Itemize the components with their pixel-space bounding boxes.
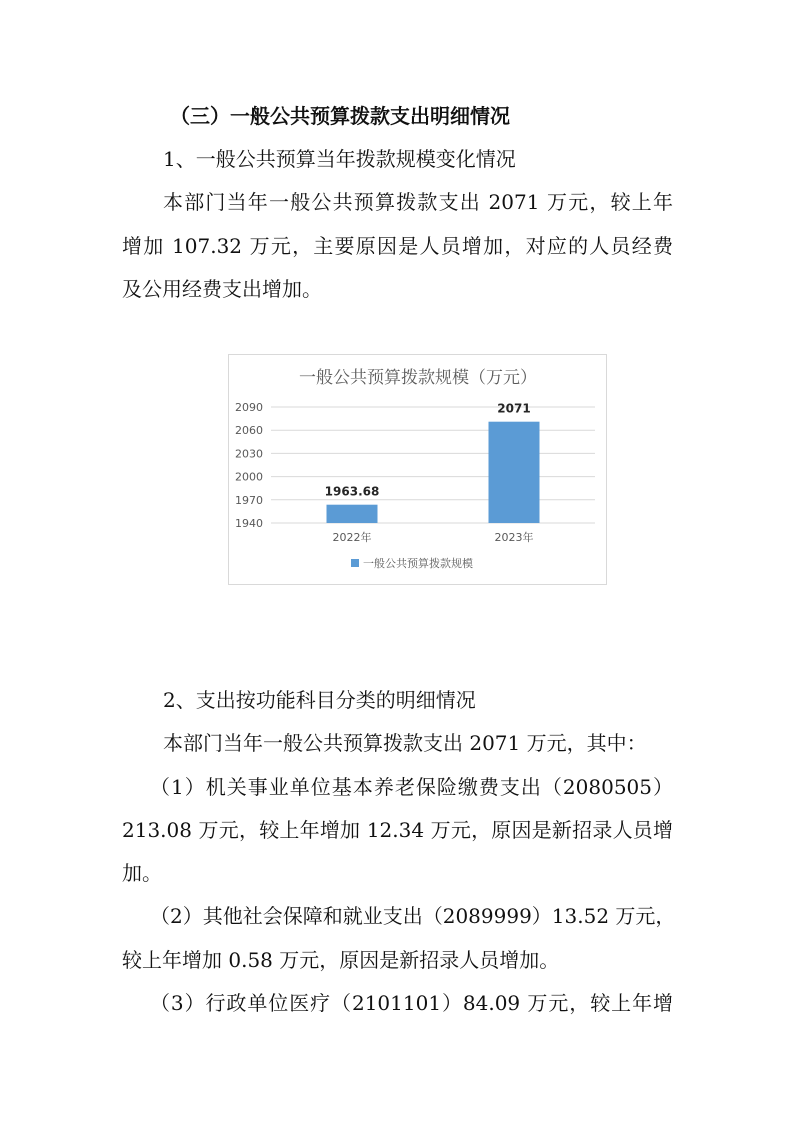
legend-label: 一般公共预算拨款规模 [363,557,473,570]
section-heading: （三）一般公共预算拨款支出明细情况 [170,104,510,128]
chart-title: 一般公共预算拨款规模（万元） [299,368,537,388]
y-tick-label: 1970 [235,493,263,507]
y-tick-label: 2090 [235,401,263,414]
budget-bar-chart [228,354,607,585]
y-tick-label: 2000 [235,470,263,484]
part1-title: 1、一般公共预算当年拨款规模变化情况 [163,147,516,171]
part2-item-line-4: （2）其他社会保障和就业支出（2089999）13.52 万元， [150,904,676,928]
part2-item-line-6: （3）行政单位医疗（2101101）84.09 万元，较上年增 [150,991,673,1015]
part2-item-line-2: 213.08 万元，较上年增加 12.34 万元，原因是新招录人员增 [122,818,673,842]
legend-swatch [351,559,359,567]
part1-para-line-3: 及公用经费支出增加。 [122,277,322,301]
part2-intro: 本部门当年一般公共预算拨款支出 2071 万元，其中： [163,731,647,755]
part1-para-line-2: 增加 107.32 万元，主要原因是人员增加，对应的人员经费 [122,234,673,258]
x-tick-label: 2022年 [332,531,372,544]
part2-item-line-3: 加。 [122,861,162,885]
data-label: 1963.68 [324,484,380,499]
part2-item-line-1: （1）机关事业单位基本养老保险缴费支出（2080505） [150,775,673,799]
y-tick-label: 2030 [235,447,263,461]
y-tick-label: 2060 [235,424,263,438]
bar [489,422,540,523]
data-label: 2071 [497,401,531,416]
part2-item-line-5: 较上年增加 0.58 万元，原因是新招录人员增加。 [122,948,560,972]
chart-svg [229,355,608,586]
part1-para-line-1: 本部门当年一般公共预算拨款支出 2071 万元，较上年 [163,190,673,214]
x-tick-label: 2023年 [494,531,534,544]
part2-title: 2、支出按功能科目分类的明细情况 [163,688,476,712]
bar [327,505,378,523]
y-tick-label: 1940 [235,517,263,530]
